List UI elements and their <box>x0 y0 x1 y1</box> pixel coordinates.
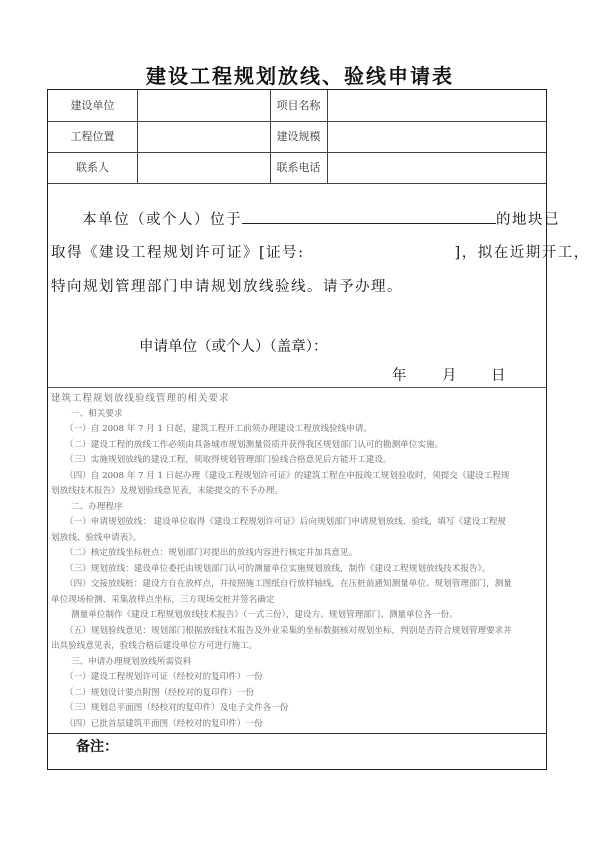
label-construction-scale: 建设规模 <box>276 130 321 143</box>
requirement-line: （二）核定放线坐标桩点：规划部门对提出的放线内容进行核定并加具意见。 <box>65 548 358 558</box>
requirement-line: （三）规划放线：建设单位委托由规划部门认可的测量单位实施规划放线，制作《建设工程规划放线技术报告》。 <box>65 563 491 574</box>
requirement-line: （四）交接放线桩：建设方自在放样点，并按照施工图纸自行放样轴线，在压桩前通知测量单位、规划管理部门，测量 <box>65 579 512 589</box>
date-month: 月 <box>442 368 458 384</box>
requirement-line: 测量单位制作《建设工程规划放线技术报告》（一式三份），建设方、规划管理部门、测量单位各一份。 <box>71 610 458 620</box>
statement-line2-prefix: 取得《建设工程规划许可证》[证号: <box>51 245 305 261</box>
requirement-line: （二）规划设计要点附图（经校对的复印件）一份 <box>65 687 255 698</box>
requirement-line: 三、申请办理规划放线所需资料 <box>71 656 192 667</box>
project-name-field[interactable] <box>328 90 546 121</box>
requirement-line: （一）自 2008 年 7 月 1 日起，建筑工程开工前须办理建设工程放线验线申请。 <box>65 424 373 434</box>
form-title: 建设工程规划放线、验线申请表 <box>146 64 454 88</box>
requirement-line: 划放线、验线申请表》。 <box>51 532 142 543</box>
requirement-line: （三）规划总平面图（经校对的复印件）及电子文件各一份 <box>65 703 289 713</box>
requirement-line: （二）建设工程的放线工作必须由具备城市规划测量资质并获得我区规划部门认可的勘测单位实施。 <box>65 439 444 450</box>
requirement-line: （一）申请规划放线： 建设单位取得《建设工程规划许可证》后向规划部门申请规划放线、验线，填写《建设工程规 <box>65 517 507 527</box>
statement-line-3: 特向规划管理部门申请规划放线验线。请予办理。 <box>51 279 403 295</box>
requirement-line: （四）自 2008 年 7 月 1 日起办理《建设工程规划许可证》的建筑工程在申报竣工规划验收时，须提交《建设工程规 <box>65 470 510 481</box>
date-day: 日 <box>491 368 507 384</box>
requirement-line: 单位现场检测、采集放样点坐标，三方现场交桩并签名确定 <box>51 594 275 605</box>
label-project-name: 项目名称 <box>276 99 321 112</box>
construction-unit-field[interactable] <box>138 90 270 121</box>
label-contact-person: 联系人 <box>76 161 109 174</box>
label-contact-phone: 联系电话 <box>276 161 321 174</box>
project-location-field[interactable] <box>138 121 270 152</box>
date-year: 年 <box>392 368 408 384</box>
requirements-section <box>51 391 543 732</box>
contact-person-field[interactable] <box>138 152 270 183</box>
statement-line-2 <box>51 241 590 262</box>
requirement-line: （四）已批首层建筑平面图（经校对的复印件）一份 <box>65 718 263 729</box>
remarks-field[interactable] <box>128 736 538 766</box>
requirements-title: 建筑工程规划放线验线管理的相关要求 <box>51 393 230 404</box>
row-divider <box>48 183 546 184</box>
remarks-label: 备注： <box>76 739 118 755</box>
statement-line2-suffix: ]，拟在近期开工， <box>454 245 590 261</box>
requirement-line: （一）建设工程规划许可证（经校对的复印件）一份 <box>65 672 263 682</box>
form-table <box>47 89 590 770</box>
plot-location-field[interactable] <box>242 209 496 224</box>
contact-phone-field[interactable] <box>328 152 546 183</box>
signature-label: 申请单位（或个人）（盖章）： <box>139 339 328 355</box>
construction-scale-field[interactable] <box>328 121 546 152</box>
requirement-line: 出具验线意见表，验线合格后建设单位方可进行施工。 <box>51 641 258 651</box>
requirement-line: 二、办理程序 <box>71 501 123 512</box>
section-divider <box>48 733 546 734</box>
requirement-line: 一、相关要求 <box>71 408 123 419</box>
label-project-location: 工程位置 <box>70 130 115 143</box>
requirement-line: （三）实施规划放线的建设工程，须取得规划管理部门验线合格意见后方能开工建设。 <box>65 455 392 465</box>
statement-line-1 <box>82 208 560 229</box>
requirement-line: 划放线技术报告》及规划验线意见表，未能提交的不予办理。 <box>51 486 284 496</box>
section-divider <box>48 387 546 388</box>
statement-line1-prefix: 本单位（或个人）位于 <box>82 212 242 228</box>
requirement-line: （五）规划验线意见：规划部门根据放线技术报告及外业采集的坐标数据核对规划坐标，判别是否符合规划管理要求并 <box>65 625 512 636</box>
statement-line1-suffix: 的地块已 <box>496 212 560 228</box>
label-construction-unit: 建设单位 <box>70 99 115 112</box>
